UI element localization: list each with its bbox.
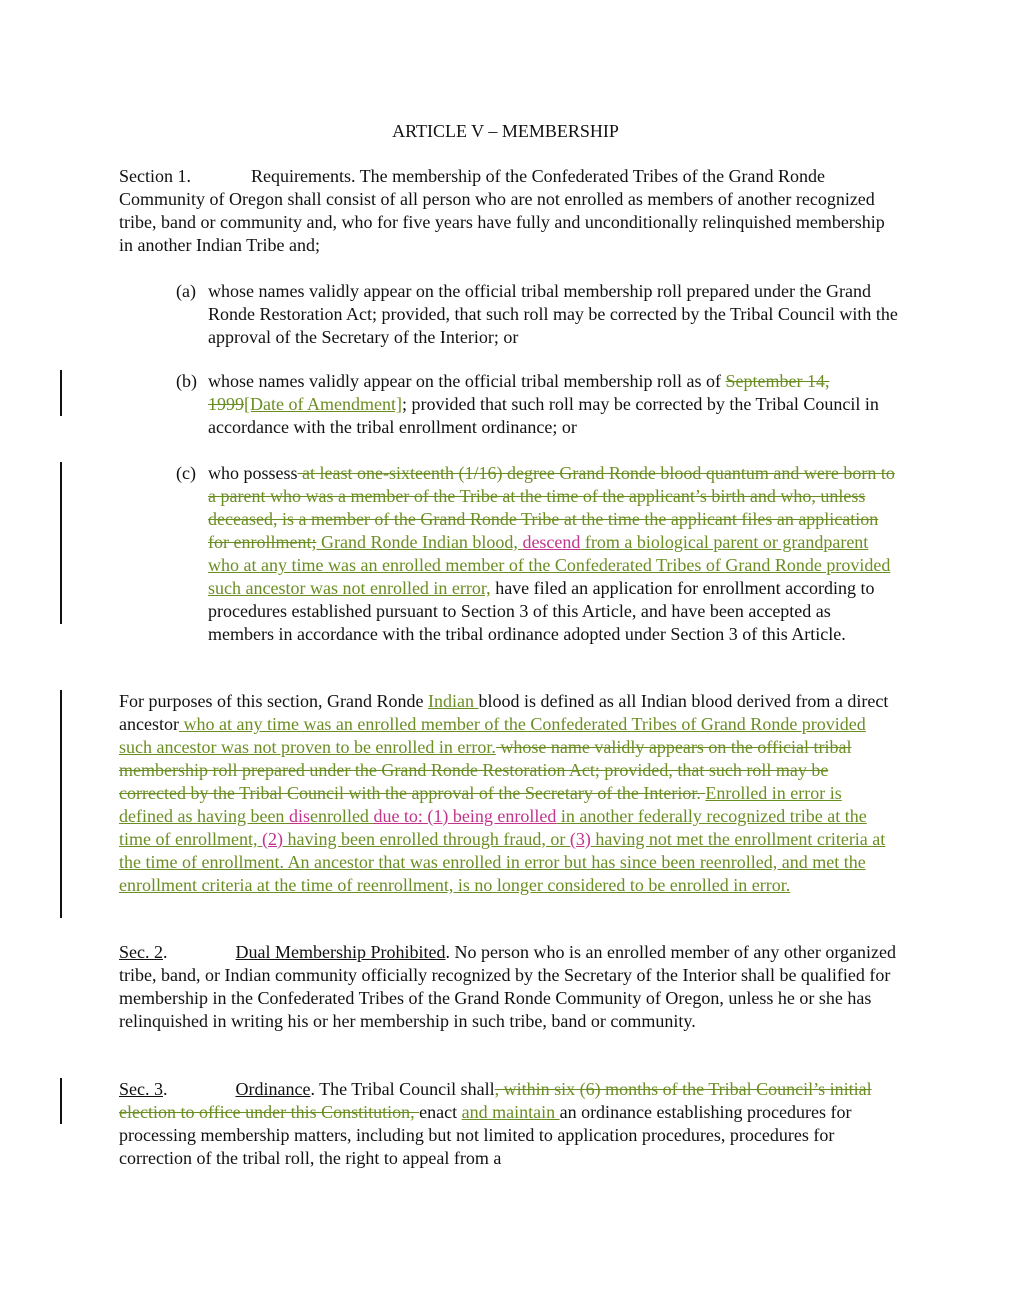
inserted-text: who at any time was an enrolled member of the Confederated Tribes of Grand Ronde provided such ancestor was not proven to be enrolled in error. (119, 714, 866, 757)
section-1-text: Requirements. The membership of the Confederated Tribes of the Grand Ronde Community of Oregon shall consist of all person who are not enrolled as members of another recognized tribe, band or community and, who for five years have fully and unconditionally relinquished membership in another Indian Tribe and; (119, 166, 885, 255)
item-b-text (208, 370, 898, 439)
inserted-text-pink: dis (288, 806, 310, 826)
section-3-text-1: . The Tribal Council shall (310, 1079, 495, 1099)
inserted-text: [Date of Amendment] (244, 394, 402, 414)
section-1-number: Section 1. (119, 166, 191, 186)
deleted-text: whose name validly appears on the official tribal membership roll prepared under the Grand Ronde Restoration Act; provided, that such roll may be corrected by the Tribal Council with the approval of the Secretary of the Interior. (119, 737, 852, 803)
change-bar-c (60, 462, 62, 624)
section-3-period: . (163, 1079, 168, 1099)
item-c-text-1: who possess (208, 463, 298, 483)
inserted-text: having been enrolled through fraud, or (282, 829, 570, 849)
change-bar-b (60, 370, 62, 416)
purposes-text-1: For purposes of this section, Grand Ronde (119, 691, 428, 711)
section-2-heading: Dual Membership Prohibited (235, 942, 446, 962)
purposes-paragraph (119, 690, 899, 897)
item-a-label: (a) (176, 281, 196, 301)
section-1 (119, 165, 899, 257)
item-c-text (208, 462, 898, 646)
item-a-text: whose names validly appear on the official tribal membership roll prepared under the Grand Ronde Restoration Act; provided, that such roll may be corrected by the Tribal Council with the approval of the Secretary of the Interior; or (208, 281, 898, 347)
article-title: ARTICLE V – MEMBERSHIP (392, 121, 619, 141)
inserted-text-pink: (3) (569, 829, 591, 849)
section-2-period: . (163, 942, 168, 962)
deleted-text: , within six (6) months of the Tribal Council’s initial election to office under this Constitution, (119, 1079, 872, 1122)
inserted-text: Grand Ronde Indian blood, (316, 532, 523, 552)
section-3 (119, 1078, 899, 1170)
section-2-number: Sec. 2 (119, 942, 163, 962)
section-2 (119, 941, 899, 1033)
inserted-text: Enrolled in error is defined as having been (119, 783, 842, 826)
section-2-text: . No person who is an enrolled member of any other organized tribe, band, or Indian community officially recognized by the Secretary of the Interior shall be qualified for membership in the Confederated Tribes of the Grand Ronde Community of Oregon, unless he or she has relinquished in writing his or her membership in such tribe, band or community. (119, 942, 897, 1031)
item-b-text-2: ; provided that such roll may be corrected by the Tribal Council in accordance with the tribal enrollment ordinance; or (208, 394, 879, 437)
inserted-text: having not met the enrollment criteria at the time of enrollment. An ancestor that was enrolled in error but has since been reenrolled, and met the enrollment criteria at the time of reenrollment, is no longer considered to be enrolled in error. (119, 829, 886, 895)
deleted-text: at least one-sixteenth (1/16) degree Grand Ronde blood quantum and were born to a parent who was a member of the Tribe at the time of the applicant’s birth and who, unless deceased, is a member of the Grand Ronde Tribe at the time the applicant files an application for enrollment; (208, 463, 895, 552)
inserted-text-pink: due to: (1) being enrolled (373, 806, 557, 826)
deleted-text: September 14, 1999 (208, 371, 830, 414)
section-3-heading: Ordinance (235, 1079, 311, 1099)
inserted-text: enrolled (309, 806, 374, 826)
change-bar-sec3 (60, 1078, 62, 1124)
inserted-text-pink: (2) (261, 829, 283, 849)
inserted-text-pink: descend (522, 532, 581, 552)
inserted-text: in another federally recognized tribe at the time of enrollment, (119, 806, 867, 849)
item-c-label: (c) (176, 463, 196, 483)
inserted-text: and maintain (461, 1102, 560, 1122)
purposes-text-2: blood is defined as all Indian blood derived from a direct ancestor (119, 691, 889, 734)
item-b-label: (b) (176, 371, 197, 391)
item-c-text-2: have filed an application for enrollment according to procedures established pursuant to Section 3 of this Article, and have been accepted as members in accordance with the tribal ordinance adopted under Section 3 of this Article. (208, 578, 875, 644)
section-3-text-2: enact (419, 1102, 462, 1122)
change-bar-purposes (60, 690, 62, 918)
section-3-text-3: an ordinance establishing procedures for processing membership matters, including but not limited to application procedures, procedures for correction of the tribal roll, the right to appeal from a (119, 1102, 852, 1168)
item-b-text-1: whose names validly appear on the official tribal membership roll as of (208, 371, 726, 391)
inserted-text: from a biological parent or grandparent who at any time was an enrolled member of the Confederated Tribes of Grand Ronde provided such ancestor was not enrolled in error, (208, 532, 891, 598)
inserted-text: Indian (427, 691, 479, 711)
section-3-number: Sec. 3 (119, 1079, 163, 1099)
